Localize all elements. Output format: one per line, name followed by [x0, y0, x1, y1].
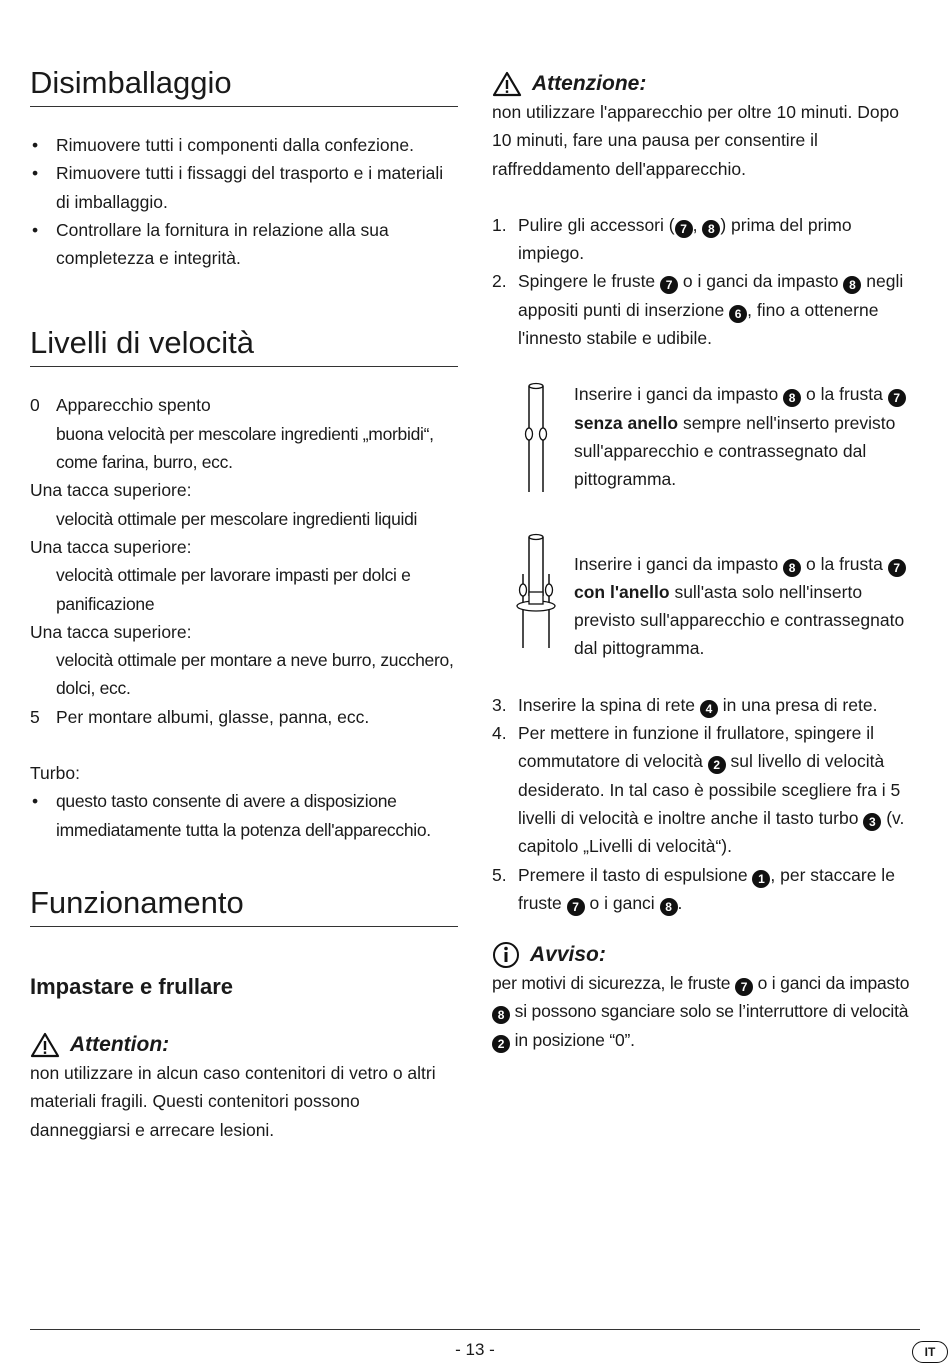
avviso-heading: Avviso:	[492, 941, 920, 969]
ref-8-badge: 8	[660, 898, 678, 916]
speed-step-label: Una tacca superiore:	[30, 480, 192, 501]
speed-step-desc: velocità ottimale per mescolare ingredienti liquidi	[56, 508, 418, 529]
list-item: 1. Pulire gli accessori ( 7 , 8 ) prima del primo impiego.	[492, 214, 852, 264]
list-item: • Controllare la fornitura in relazione alla sua completezza e integrità.	[30, 216, 458, 273]
avviso-text: per motivi di sicurezza, le fruste 7 o i ganci da impasto 8 si possono sganciare solo se l’interruttore di velocità 2 in posizione “0”.	[492, 973, 910, 1051]
attenzione-heading: Attenzione:	[492, 70, 920, 98]
list-item: 4. Per mettere in funzione il frullatore, spingere il commutatore di velocità 2 sul livello di velocità desiderato. In tal caso è possibile scegliere fra i 5 livelli di velocità e inoltre anche il tasto turbo 3 (v. capitolo „Livelli di velocità“).	[492, 723, 905, 857]
list-item: 2. Spingere le fruste 7 o i ganci da impasto 8 negli appositi punti di inserzione 6 , fino a ottenerne l'innesto stabile e udibile.	[492, 271, 904, 349]
figure-without-ring	[492, 380, 920, 493]
ref-2-badge: 2	[492, 1035, 510, 1053]
ref-8-badge: 8	[783, 559, 801, 577]
speed-step-desc: velocità ottimale per montare a neve burro, zucchero, dolci, ecc.	[56, 650, 454, 699]
figure-with-ring	[492, 550, 920, 663]
footer-divider	[30, 1329, 920, 1330]
unpack-list	[30, 131, 458, 272]
left-column	[30, 0, 458, 1144]
right-column	[492, 0, 920, 1054]
turbo-label: Turbo:	[30, 763, 80, 784]
ref-2-badge: 2	[708, 756, 726, 774]
attention-heading: Attention:	[30, 1031, 458, 1059]
language-badge: IT	[912, 1341, 948, 1363]
ref-7-badge: 7	[735, 978, 753, 996]
attenzione-text: non utilizzare l'apparecchio per oltre 10 minuti. Dopo 10 minuti, fare una pausa per consentire il raffreddamento dell'apparecchio.	[492, 102, 900, 179]
list-item: • questo tasto consente di avere a disposizione immediatamente tutta la potenza dell'apparecchio.	[30, 787, 458, 844]
ref-7-badge: 7	[567, 898, 585, 916]
list-item: • Rimuovere tutti i fissaggi del trasporto e i materiali di imballaggio.	[30, 159, 458, 216]
heading-speed-levels: Livelli di velocità	[30, 324, 458, 367]
beater-no-ring-icon	[516, 380, 556, 492]
steps-list-a	[492, 211, 920, 352]
info-icon	[492, 941, 520, 969]
speed-0-desc: buona velocità per mescolare ingredienti „morbidi“, come farina, burro, ecc.	[56, 423, 434, 473]
page-number: - 13 -	[455, 1340, 495, 1359]
speed-step-desc: velocità ottimale per lavorare impasti per dolci e panificazione	[56, 565, 411, 614]
speed-5: 5 Per montare albumi, glasse, panna, ecc.	[30, 706, 370, 727]
ref-8-badge: 8	[843, 276, 861, 294]
list-item: 3. Inserire la spina di rete 4 in una presa di rete.	[492, 694, 878, 716]
ref-7-badge: 7	[675, 220, 693, 238]
list-item: 5. Premere il tasto di espulsione 1 , per staccare le fruste 7 o i ganci 8 .	[492, 864, 895, 914]
speed-step-label: Una tacca superiore:	[30, 536, 192, 557]
list-item: • Rimuovere tutti i componenti dalla confezione.	[30, 131, 458, 159]
ref-8-badge: 8	[492, 1006, 510, 1024]
ref-6-badge: 6	[729, 305, 747, 323]
heading-unpacking: Disimballaggio	[30, 64, 458, 107]
heading-operation: Funzionamento	[30, 884, 458, 927]
speed-step-label: Una tacca superiore:	[30, 621, 192, 642]
speed-0: 0 Apparecchio spento	[30, 395, 211, 416]
steps-list-b	[492, 691, 920, 917]
figure-text: Inserire i ganci da impasto 8 o la frusta 7 con l'anello sull'asta solo nell'inserto previsto sull'apparecchio e contrassegnato dal pittogramma.	[574, 553, 905, 659]
speed-levels	[30, 391, 458, 843]
ref-7-badge: 7	[888, 559, 906, 577]
figure-text: Inserire i ganci da impasto 8 o la frusta 7 senza anello sempre nell'inserto previsto sull'apparecchio e contrassegnato dal pittogramma.	[574, 380, 920, 493]
ref-3-badge: 3	[863, 813, 881, 831]
ref-7-badge: 7	[660, 276, 678, 294]
ref-1-badge: 1	[752, 870, 770, 888]
ref-7-badge: 7	[888, 389, 906, 407]
turbo-list	[30, 787, 458, 844]
warning-icon	[492, 71, 522, 97]
ref-4-badge: 4	[700, 700, 718, 718]
warning-icon	[30, 1032, 60, 1058]
beater-ring-icon	[514, 530, 558, 648]
ref-8-badge: 8	[702, 220, 720, 238]
ref-8-badge: 8	[783, 389, 801, 407]
attention-text: non utilizzare in alcun caso contenitori di vetro o altri materiali fragili. Questi contenitori possono danneggiarsi e arrecare lesioni.	[30, 1062, 436, 1140]
heading-kneading: Impastare e frullare	[30, 973, 233, 999]
